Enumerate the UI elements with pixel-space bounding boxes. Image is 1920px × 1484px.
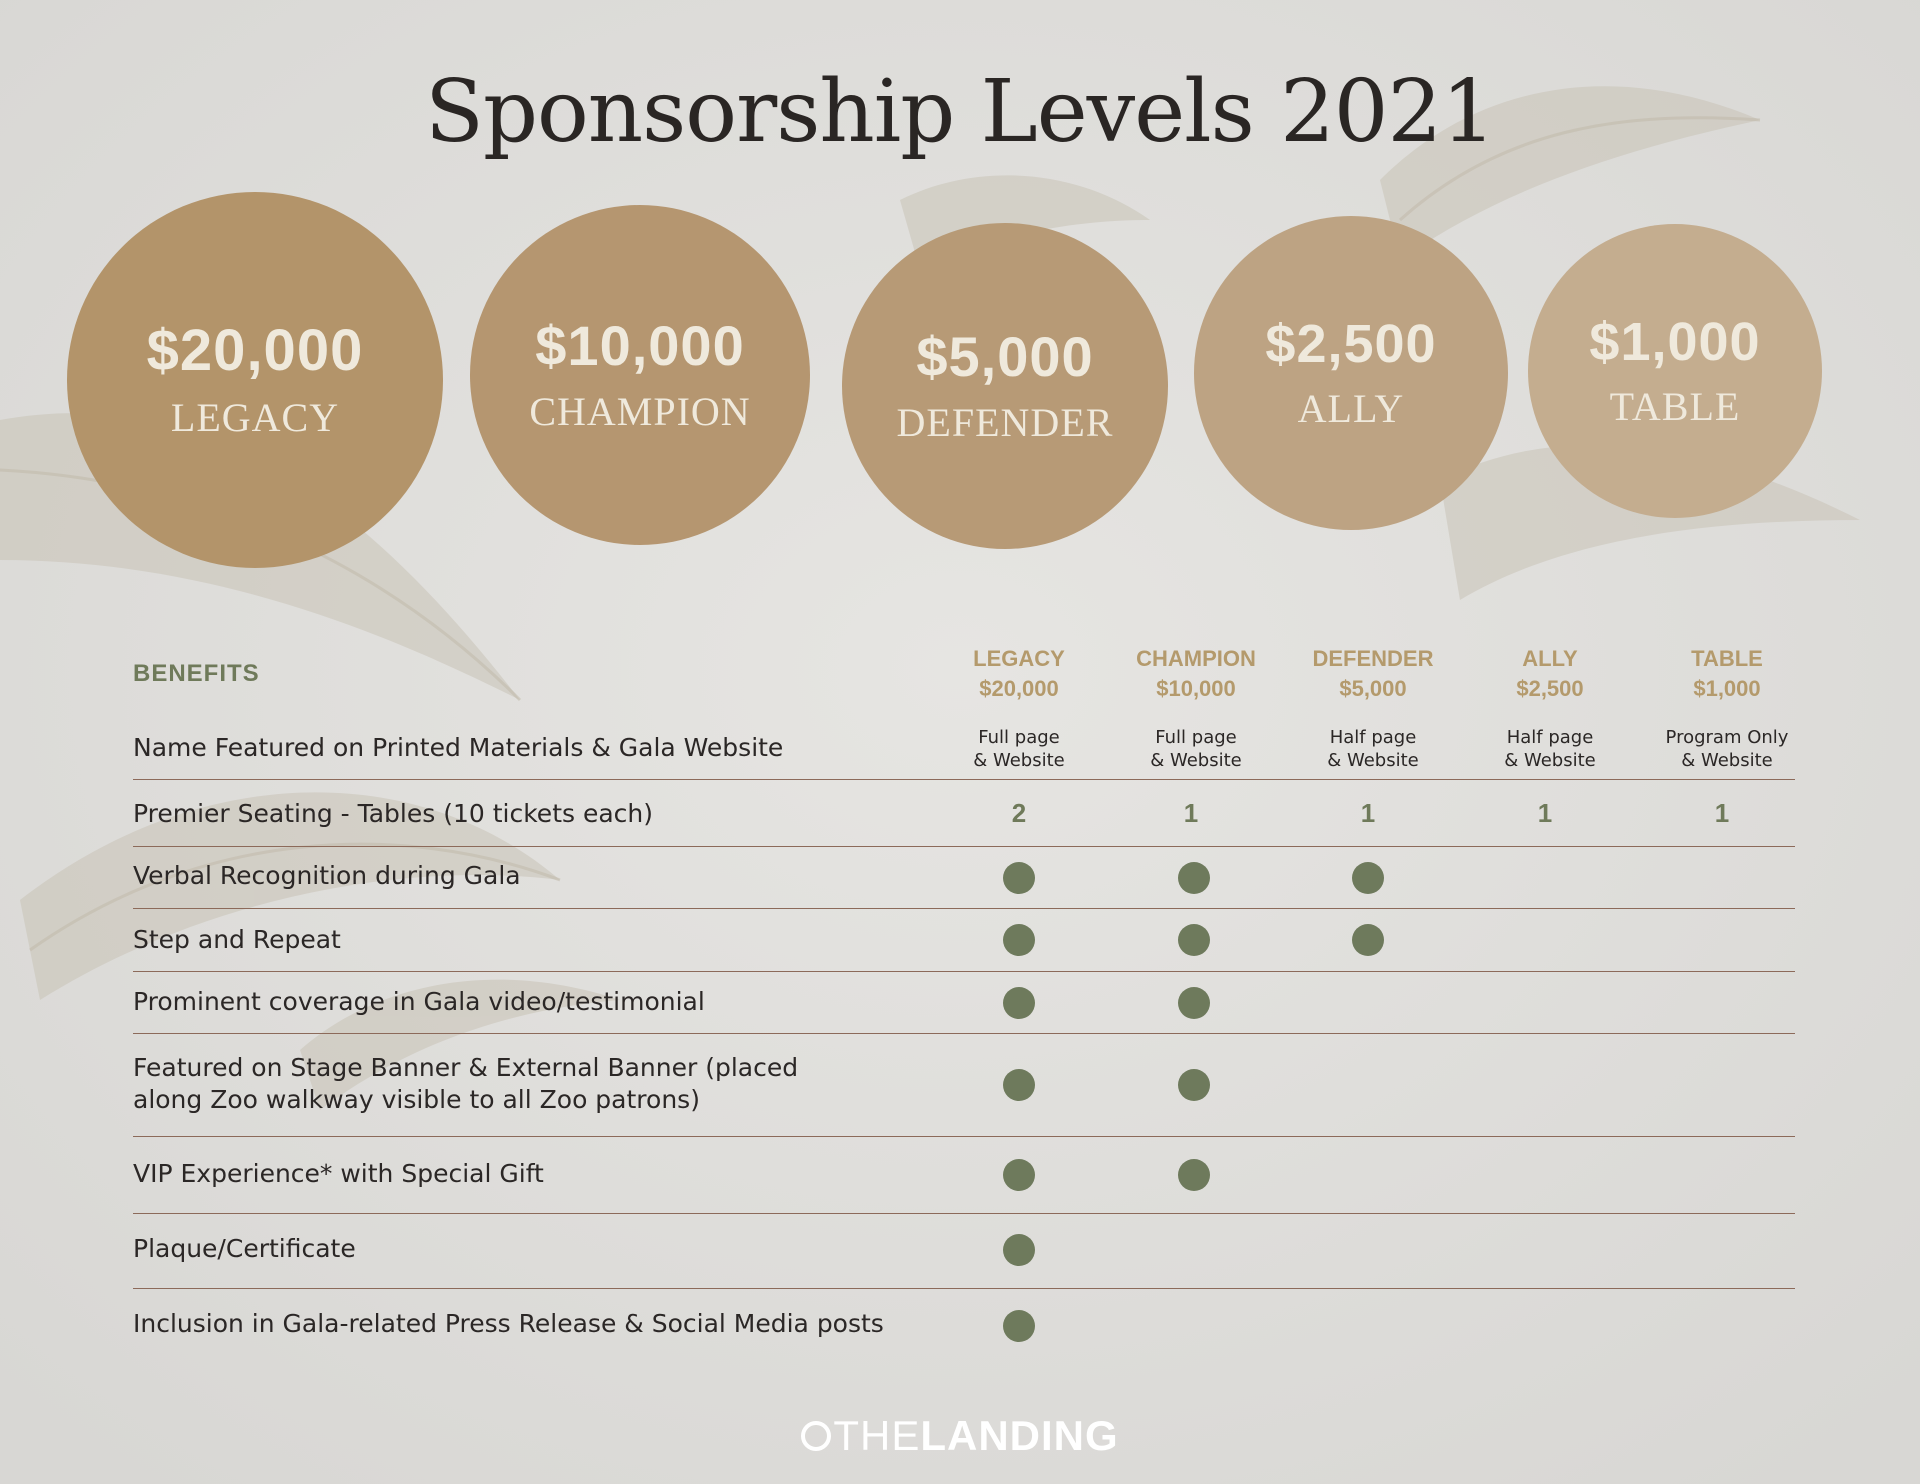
cell-printed-champion — [1111, 726, 1281, 772]
benefit-label-line: along Zoo walkway visible to all Zoo patrons) — [133, 1085, 700, 1114]
level-name: LEGACY — [170, 395, 340, 440]
level-name: CHAMPION — [529, 389, 751, 434]
level-circle-champion — [470, 205, 810, 545]
level-amount: $10,000 — [535, 314, 745, 377]
benefit-label: Name Featured on Printed Materials & Gala Website — [133, 733, 784, 762]
cell-printed-legacy — [934, 726, 1104, 772]
row-divider — [133, 971, 1795, 972]
level-circle-defender — [842, 223, 1168, 549]
row-divider — [133, 1136, 1795, 1137]
included-dot-legacy — [1003, 862, 1035, 894]
logo-text-landing: LANDING — [920, 1412, 1119, 1459]
included-dot-defender — [1352, 924, 1384, 956]
column-header-defender — [1283, 644, 1463, 704]
column-amount: $5,000 — [1339, 676, 1407, 701]
cell-line: & Website — [1504, 750, 1596, 771]
ring-logo-icon — [801, 1421, 831, 1451]
benefit-label: VIP Experience* with Special Gift — [133, 1159, 544, 1188]
cell-line: & Website — [1327, 750, 1419, 771]
cell-printed-ally — [1465, 726, 1635, 772]
included-dot-champion — [1178, 862, 1210, 894]
cell-line: Full page — [1155, 727, 1237, 748]
row-divider — [133, 1033, 1795, 1034]
included-dot-legacy — [1003, 1234, 1035, 1266]
included-dot-legacy — [1003, 924, 1035, 956]
column-amount: $1,000 — [1693, 676, 1761, 701]
logo-text-the: THE — [833, 1412, 921, 1459]
included-dot-legacy — [1003, 1159, 1035, 1191]
cell-line: & Website — [973, 750, 1065, 771]
benefit-label — [133, 1052, 798, 1116]
cell-seating-ally: 1 — [1537, 798, 1553, 828]
column-header-ally — [1460, 644, 1640, 704]
column-amount: $2,500 — [1516, 676, 1584, 701]
included-dot-legacy — [1003, 1310, 1035, 1342]
included-dot-legacy — [1003, 1069, 1035, 1101]
benefit-label: Step and Repeat — [133, 925, 341, 954]
column-header-champion — [1106, 644, 1286, 704]
column-header-legacy — [929, 644, 1109, 704]
level-amount: $1,000 — [1589, 312, 1761, 372]
row-divider — [133, 1213, 1795, 1214]
row-divider — [133, 846, 1795, 847]
cell-seating-defender: 1 — [1360, 798, 1376, 828]
cell-printed-table — [1642, 726, 1812, 772]
benefit-label-line: Featured on Stage Banner & External Banner (placed — [133, 1053, 799, 1082]
level-name: TABLE — [1609, 384, 1741, 429]
included-dot-champion — [1178, 987, 1210, 1019]
included-dot-champion — [1178, 1159, 1210, 1191]
cell-line: & Website — [1681, 750, 1773, 771]
cell-printed-defender — [1288, 726, 1458, 772]
included-dot-champion — [1178, 924, 1210, 956]
column-header-table — [1637, 644, 1817, 704]
level-name: ALLY — [1297, 386, 1405, 431]
the-landing-logo — [0, 1412, 1920, 1460]
level-circle-legacy — [67, 192, 443, 568]
level-circle-table — [1528, 224, 1822, 518]
level-circle-ally — [1194, 216, 1508, 530]
cell-line: Half page — [1329, 727, 1417, 748]
page-title: Sponsorship Levels 2021 — [425, 62, 1495, 162]
level-amount: $5,000 — [916, 325, 1094, 388]
cell-line: & Website — [1150, 750, 1242, 771]
cell-line: Full page — [978, 727, 1060, 748]
column-name: ALLY — [1522, 646, 1578, 671]
row-divider — [133, 1288, 1795, 1289]
benefit-label: Premier Seating - Tables (10 tickets each) — [133, 799, 654, 828]
cell-seating-legacy: 2 — [1011, 798, 1027, 828]
level-amount: $20,000 — [146, 318, 364, 383]
included-dot-legacy — [1003, 987, 1035, 1019]
included-dot-champion — [1178, 1069, 1210, 1101]
column-name: TABLE — [1691, 646, 1763, 671]
column-name: LEGACY — [973, 646, 1065, 671]
level-name: DEFENDER — [896, 400, 1114, 445]
cell-seating-table: 1 — [1714, 798, 1730, 828]
benefits-header: BENEFITS — [133, 660, 260, 687]
row-divider — [133, 908, 1795, 909]
benefit-label: Prominent coverage in Gala video/testimonial — [133, 987, 705, 1016]
included-dot-defender — [1352, 862, 1384, 894]
column-amount: $20,000 — [979, 676, 1059, 701]
column-name: DEFENDER — [1312, 646, 1434, 671]
level-amount: $2,500 — [1265, 314, 1437, 374]
row-divider — [133, 779, 1795, 780]
cell-line: Half page — [1506, 727, 1594, 748]
cell-seating-champion: 1 — [1183, 798, 1199, 828]
benefit-label: Inclusion in Gala-related Press Release & Social Media posts — [133, 1309, 884, 1338]
column-amount: $10,000 — [1156, 676, 1236, 701]
benefit-label: Plaque/Certificate — [133, 1234, 356, 1263]
column-name: CHAMPION — [1136, 646, 1256, 671]
benefit-label: Verbal Recognition during Gala — [133, 861, 521, 890]
cell-line: Program Only — [1665, 727, 1789, 748]
